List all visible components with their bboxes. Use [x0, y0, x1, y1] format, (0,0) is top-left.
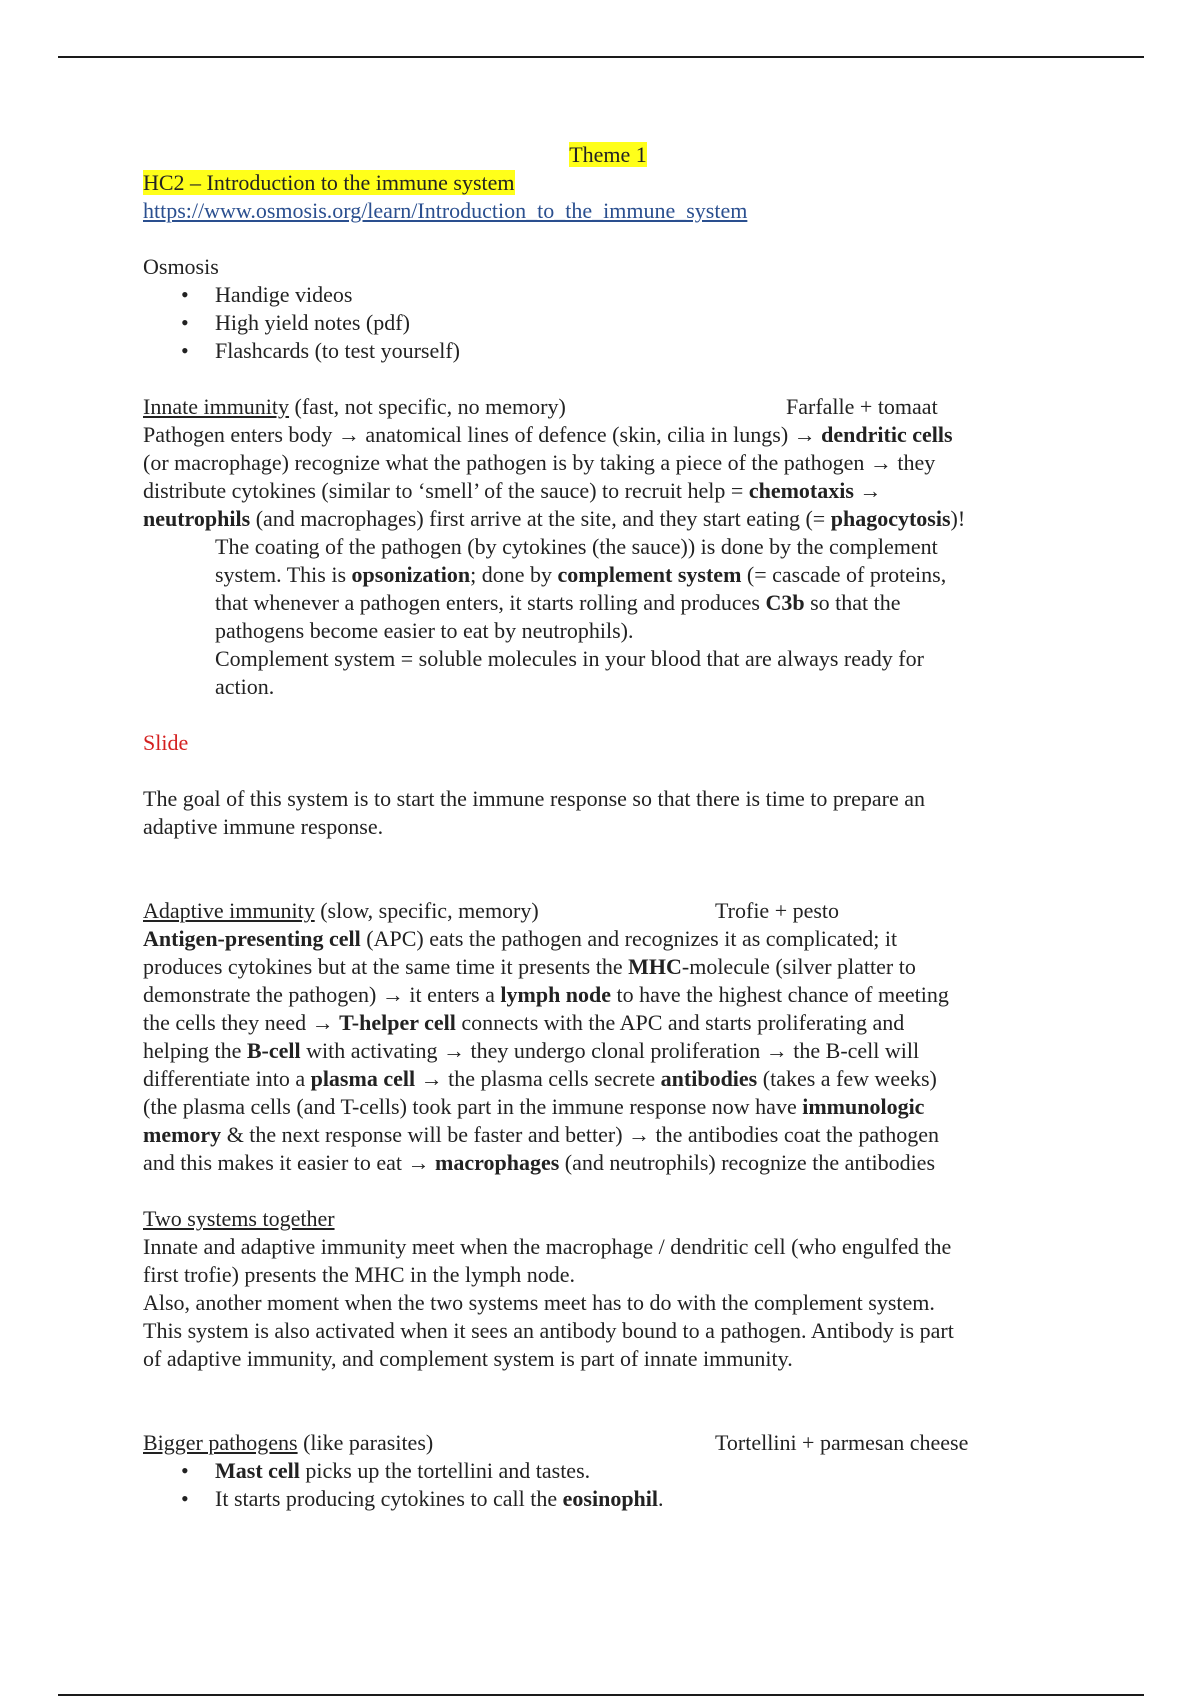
term-b-cell: B-cell [246, 1038, 301, 1063]
term-neutrophils: neutrophils [143, 506, 251, 531]
text-run: ; done by [470, 562, 558, 587]
text-run: adaptive immune response. [143, 814, 384, 839]
term-chemotaxis: chemotaxis [748, 478, 854, 503]
adaptive-heading-line [143, 897, 1073, 925]
term-antibodies: antibodies [660, 1066, 758, 1091]
slide-label: Slide [143, 730, 189, 755]
bigger-side-note: Tortellini + parmesan cheese [715, 1430, 969, 1455]
bigger-title-rest: (like parasites) [297, 1430, 434, 1455]
text-run: pathogens become easier to eat by neutrophils). [215, 618, 634, 643]
opsonization-paragraph [143, 533, 1073, 701]
text-run: differentiate into a [143, 1066, 311, 1091]
top-rule [58, 56, 1144, 58]
text-run: & the next response will be faster and better) → the antibodies coat the pathogen [221, 1122, 940, 1147]
text-run: (or macrophage) recognize what the pathogen is by taking a piece of the pathogen → they [143, 450, 936, 475]
text-run: Complement system = soluble molecules in your blood that are always ready for [215, 646, 924, 671]
text-run: system. This is [215, 562, 352, 587]
text-run: of adaptive immunity, and complement system is part of innate immunity. [143, 1346, 793, 1371]
text-run: → [853, 478, 882, 503]
text-run: first trofie) presents the MHC in the lymph node. [143, 1262, 575, 1287]
text-run: (and neutrophils) recognize the antibodies [559, 1150, 936, 1175]
text-run: to have the highest chance of meeting [611, 982, 949, 1007]
source-link-line [143, 197, 1073, 225]
list-item [143, 1457, 1073, 1485]
term-t-helper-cell: T-helper cell [339, 1010, 456, 1035]
term-macrophages: macrophages [435, 1150, 560, 1175]
adaptive-paragraph [143, 925, 1073, 1177]
adaptive-title-rest: (slow, specific, memory) [314, 898, 539, 923]
text-run: → the plasma cells secrete [415, 1066, 661, 1091]
text-run: (and macrophages) first arrive at the site, and they start eating (= [250, 506, 831, 531]
document-body [143, 141, 1073, 1513]
text-run: so that the [804, 590, 901, 615]
text-run: The coating of the pathogen (by cytokines (the sauce)) is done by the complement [215, 534, 938, 559]
term-memory: memory [143, 1122, 222, 1147]
list-item: • Flashcards (to test yourself) [143, 337, 1073, 365]
term-plasma-cell: plasma cell [310, 1066, 416, 1091]
innate-paragraph [143, 421, 1073, 533]
together-paragraph [143, 1233, 1073, 1373]
text-run: connects with the APC and starts proliferating and [455, 1010, 905, 1035]
innate-title: Innate immunity [143, 394, 290, 419]
text-run: The goal of this system is to start the immune response so that there is time to prepare an [143, 786, 926, 811]
lecture-title: HC2 – Introduction to the immune system [143, 170, 515, 195]
text-run: picks up the tortellini and tastes. [299, 1458, 591, 1483]
term-c3b: C3b [765, 590, 805, 615]
text-run: (APC) eats the pathogen and recognizes it as complicated; it [360, 926, 898, 951]
text-run: action. [215, 674, 275, 699]
osmosis-link[interactable]: https://www.osmosis.org/learn/Introduction_to_the_immune_system [143, 198, 748, 223]
term-immunologic: immunologic [802, 1094, 925, 1119]
term-eosinophil: eosinophil [562, 1486, 659, 1511]
term-phagocytosis: phagocytosis [830, 506, 951, 531]
term-mast-cell: Mast cell [215, 1458, 300, 1483]
adaptive-side-note: Trofie + pesto [715, 898, 840, 923]
text-run: -molecule (silver platter to [681, 954, 916, 979]
together-title: Two systems together [143, 1206, 335, 1231]
term-complement-system: complement system [557, 562, 742, 587]
text-run: demonstrate the pathogen) → it enters a [143, 982, 501, 1007]
lecture-title-line [143, 169, 1073, 197]
text-run: This system is also activated when it sees an antibody bound to a pathogen. Antibody is part [143, 1318, 954, 1343]
text-run: . [658, 1486, 664, 1511]
text-run: (takes a few weeks) [757, 1066, 937, 1091]
term-lymph-node: lymph node [500, 982, 612, 1007]
text-run: with activating → they undergo clonal proliferation → the B-cell will [300, 1038, 920, 1063]
list-item: • Handige videos [143, 281, 1073, 309]
bigger-title: Bigger pathogens [143, 1430, 298, 1455]
theme-heading [143, 141, 1073, 169]
text-run: (the plasma cells (and T-cells) took part in the immune response now have [143, 1094, 803, 1119]
text-run: produces cytokines but at the same time it presents the [143, 954, 629, 979]
text-run: )! [950, 506, 966, 531]
innate-heading-line [143, 393, 1073, 421]
slide-paragraph [143, 785, 1073, 841]
term-dendritic-cells: dendritic cells [821, 422, 953, 447]
bigger-heading-line [143, 1429, 1073, 1457]
list-item [143, 1485, 1073, 1513]
text-run: the cells they need → [143, 1010, 340, 1035]
osmosis-list [143, 281, 1073, 365]
text-run: Innate and adaptive immunity meet when the macrophage / dendritic cell (who engulfed the [143, 1234, 952, 1259]
innate-side-note: Farfalle + tomaat [786, 394, 938, 419]
osmosis-heading: Osmosis [143, 254, 219, 279]
text-run: Pathogen enters body → anatomical lines of defence (skin, cilia in lungs) → [143, 422, 822, 447]
text-run: and this makes it easier to eat → [143, 1150, 436, 1175]
text-run: (= cascade of proteins, [741, 562, 947, 587]
text-run: that whenever a pathogen enters, it starts rolling and produces [215, 590, 766, 615]
list-item: • High yield notes (pdf) [143, 309, 1073, 337]
term-opsonization: opsonization [351, 562, 471, 587]
adaptive-title: Adaptive immunity [143, 898, 315, 923]
text-run: helping the [143, 1038, 247, 1063]
term-apc: Antigen-presenting cell [143, 926, 361, 951]
innate-title-rest: (fast, not specific, no memory) [289, 394, 566, 419]
term-mhc: MHC [628, 954, 682, 979]
text-run: Also, another moment when the two systems meet has to do with the complement system. [143, 1290, 935, 1315]
theme-label: Theme 1 [569, 142, 647, 167]
bottom-rule [58, 1694, 1144, 1696]
bigger-list [143, 1457, 1073, 1513]
text-run: distribute cytokines (similar to ‘smell’ of the sauce) to recruit help = [143, 478, 749, 503]
text-run: It starts producing cytokines to call the [215, 1486, 563, 1511]
